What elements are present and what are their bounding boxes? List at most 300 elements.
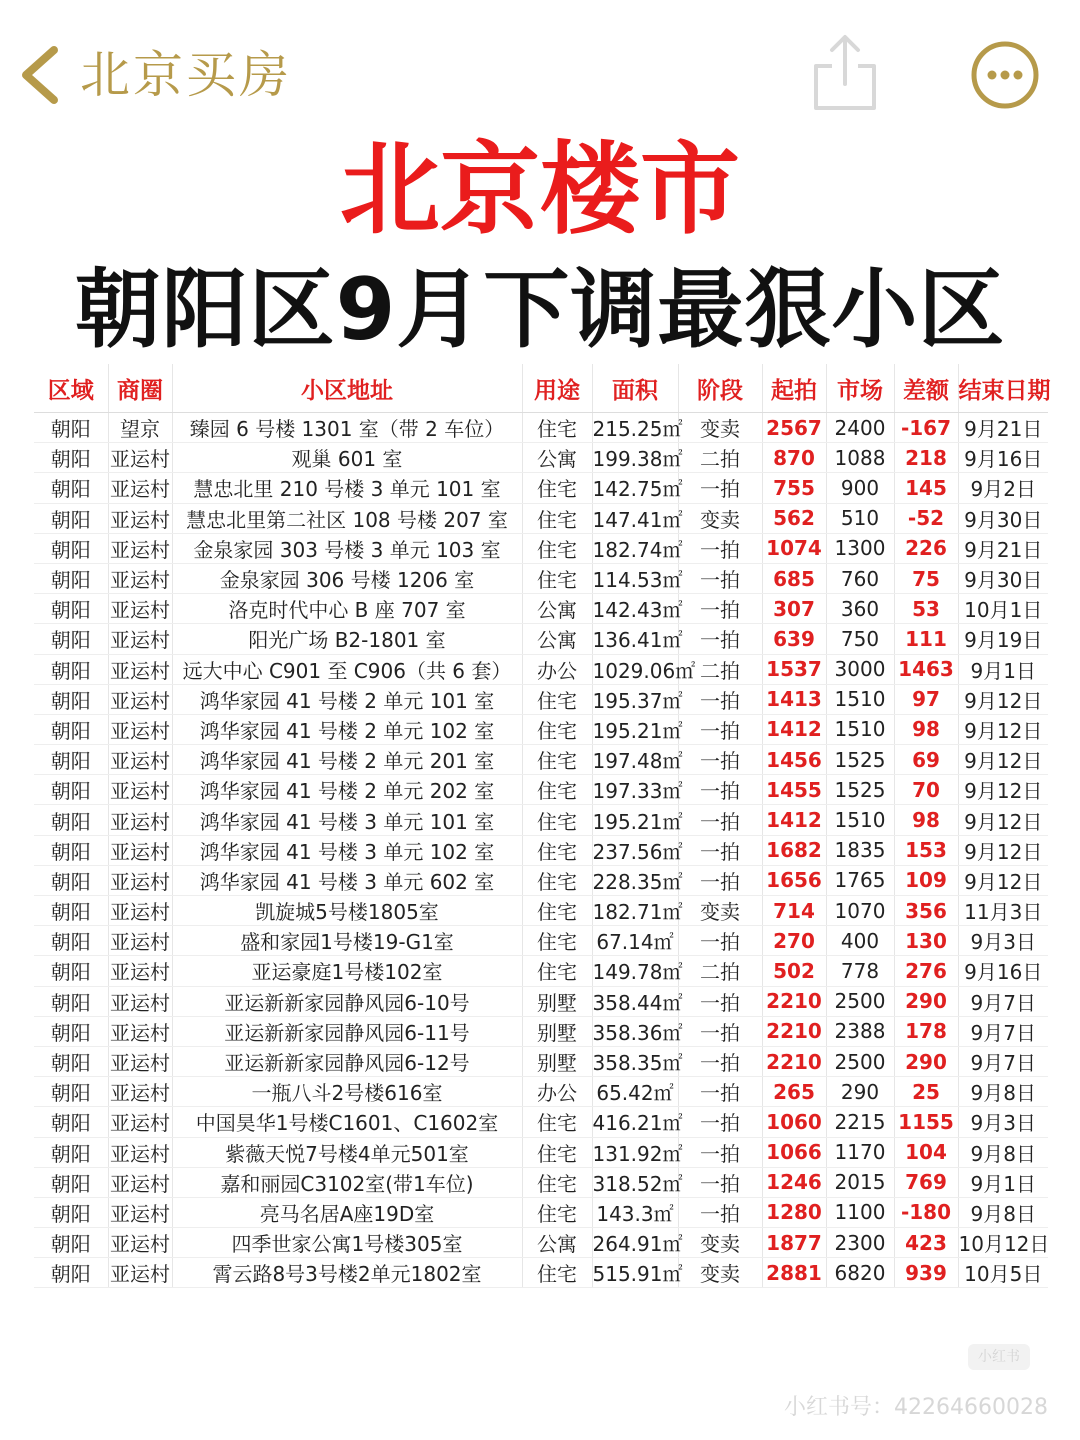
cell-usage: 办公: [522, 654, 592, 684]
cell-district: 亚运村: [108, 533, 172, 563]
cell-address: 鸿华家园 41 号楼 2 单元 101 室: [172, 684, 522, 714]
cell-end-date: 9月8日: [958, 1137, 1048, 1167]
cell-stage: 变卖: [678, 1258, 762, 1288]
cell-district: 亚运村: [108, 1228, 172, 1258]
cell-end-date: 11月3日: [958, 896, 1048, 926]
cell-difference: -52: [894, 503, 958, 533]
cell-market-price: 2300: [826, 1228, 894, 1258]
cell-region: 朝阳: [34, 1046, 108, 1076]
cell-district: 亚运村: [108, 624, 172, 654]
cell-start-price: 2210: [762, 986, 826, 1016]
cell-end-date: 9月12日: [958, 745, 1048, 775]
table-body: [34, 413, 1048, 1288]
cell-difference: 104: [894, 1137, 958, 1167]
cell-address: 观巢 601 室: [172, 443, 522, 473]
cell-area: 142.43㎡: [592, 594, 678, 624]
column-header-difference: 差额: [894, 364, 958, 413]
cell-region: 朝阳: [34, 714, 108, 744]
table-row: [34, 503, 1048, 533]
column-header-district: 商圈: [108, 364, 172, 413]
cell-end-date: 9月12日: [958, 775, 1048, 805]
cell-district: 亚运村: [108, 1137, 172, 1167]
cell-market-price: 750: [826, 624, 894, 654]
cell-district: 亚运村: [108, 1046, 172, 1076]
table-row: [34, 986, 1048, 1016]
cell-address: 阳光广场 B2-1801 室: [172, 624, 522, 654]
cell-district: 亚运村: [108, 1258, 172, 1288]
cell-region: 朝阳: [34, 654, 108, 684]
cell-start-price: 1877: [762, 1228, 826, 1258]
cell-stage: 一拍: [678, 1167, 762, 1197]
cell-stage: 变卖: [678, 896, 762, 926]
table-row: [34, 1046, 1048, 1076]
cell-area: 237.56㎡: [592, 835, 678, 865]
cell-difference: 290: [894, 986, 958, 1016]
cell-stage: 一拍: [678, 533, 762, 563]
cell-difference: 53: [894, 594, 958, 624]
cell-stage: 一拍: [678, 473, 762, 503]
table-row: [34, 1107, 1048, 1137]
nav-title: 北京买房: [80, 46, 292, 104]
chevron-left-icon: [14, 42, 74, 108]
cell-difference: 109: [894, 865, 958, 895]
cell-market-price: 2500: [826, 1046, 894, 1076]
cell-address: 亚运新新家园静风园6-10号: [172, 986, 522, 1016]
share-icon: [812, 32, 878, 112]
cell-difference: 70: [894, 775, 958, 805]
cell-usage: 住宅: [522, 805, 592, 835]
cell-stage: 一拍: [678, 1137, 762, 1167]
table-row: [34, 594, 1048, 624]
cell-end-date: 9月1日: [958, 1167, 1048, 1197]
cell-difference: 178: [894, 1016, 958, 1046]
cell-start-price: 265: [762, 1077, 826, 1107]
cell-start-price: 755: [762, 473, 826, 503]
cell-market-price: 2500: [826, 986, 894, 1016]
cell-area: 65.42㎡: [592, 1077, 678, 1107]
cell-area: 136.41㎡: [592, 624, 678, 654]
cell-area: 264.91㎡: [592, 1228, 678, 1258]
cell-end-date: 9月12日: [958, 835, 1048, 865]
cell-address: 亮马名居A座19D室: [172, 1197, 522, 1227]
cell-market-price: 1510: [826, 805, 894, 835]
table-row: [34, 1077, 1048, 1107]
table-row: [34, 533, 1048, 563]
cell-stage: 一拍: [678, 835, 762, 865]
cell-difference: 153: [894, 835, 958, 865]
cell-region: 朝阳: [34, 503, 108, 533]
more-button[interactable]: [970, 40, 1040, 110]
cell-market-price: 778: [826, 956, 894, 986]
cell-region: 朝阳: [34, 594, 108, 624]
cell-market-price: 1835: [826, 835, 894, 865]
cell-usage: 住宅: [522, 775, 592, 805]
cell-end-date: 9月16日: [958, 443, 1048, 473]
cell-stage: 变卖: [678, 503, 762, 533]
cell-end-date: 9月30日: [958, 503, 1048, 533]
cell-district: 亚运村: [108, 473, 172, 503]
cell-start-price: 562: [762, 503, 826, 533]
cell-market-price: 400: [826, 926, 894, 956]
cell-district: 亚运村: [108, 805, 172, 835]
column-header-region: 区域: [34, 364, 108, 413]
cell-region: 朝阳: [34, 473, 108, 503]
cell-stage: 变卖: [678, 413, 762, 443]
cell-region: 朝阳: [34, 805, 108, 835]
cell-district: 望京: [108, 413, 172, 443]
cell-address: 鸿华家园 41 号楼 3 单元 101 室: [172, 805, 522, 835]
cell-address: 四季世家公寓1号楼305室: [172, 1228, 522, 1258]
cell-address: 亚运豪庭1号楼102室: [172, 956, 522, 986]
cell-stage: 一拍: [678, 1077, 762, 1107]
cell-area: 147.41㎡: [592, 503, 678, 533]
cell-end-date: 9月3日: [958, 1107, 1048, 1137]
cell-start-price: 639: [762, 624, 826, 654]
cell-district: 亚运村: [108, 503, 172, 533]
cell-usage: 住宅: [522, 865, 592, 895]
cell-end-date: 9月30日: [958, 563, 1048, 593]
back-button[interactable]: [14, 42, 74, 108]
cell-area: 358.35㎡: [592, 1046, 678, 1076]
cell-address: 洛克时代中心 B 座 707 室: [172, 594, 522, 624]
cell-region: 朝阳: [34, 443, 108, 473]
cell-market-price: 6820: [826, 1258, 894, 1288]
cell-area: 143.3㎡: [592, 1197, 678, 1227]
cell-market-price: 1070: [826, 896, 894, 926]
cell-district: 亚运村: [108, 443, 172, 473]
cell-stage: 一拍: [678, 1107, 762, 1137]
cell-area: 358.36㎡: [592, 1016, 678, 1046]
cell-market-price: 3000: [826, 654, 894, 684]
cell-start-price: 1656: [762, 865, 826, 895]
cell-area: 199.38㎡: [592, 443, 678, 473]
cell-district: 亚运村: [108, 896, 172, 926]
cell-usage: 住宅: [522, 714, 592, 744]
cell-usage: 住宅: [522, 835, 592, 865]
cell-district: 亚运村: [108, 835, 172, 865]
table-header: [34, 364, 1051, 413]
table-row: [34, 896, 1048, 926]
cell-market-price: 1765: [826, 865, 894, 895]
cell-start-price: 1412: [762, 714, 826, 744]
cell-district: 亚运村: [108, 956, 172, 986]
cell-difference: 75: [894, 563, 958, 593]
cell-stage: 一拍: [678, 865, 762, 895]
cell-end-date: 9月3日: [958, 926, 1048, 956]
cell-difference: 356: [894, 896, 958, 926]
cell-address: 中国昊华1号楼C1601、C1602室: [172, 1107, 522, 1137]
cell-end-date: 9月12日: [958, 805, 1048, 835]
cell-address: 鸿华家园 41 号楼 3 单元 102 室: [172, 835, 522, 865]
cell-area: 182.71㎡: [592, 896, 678, 926]
cell-district: 亚运村: [108, 1167, 172, 1197]
cell-address: 远大中心 C901 至 C906（共 6 套）: [172, 654, 522, 684]
cell-start-price: 870: [762, 443, 826, 473]
cell-region: 朝阳: [34, 865, 108, 895]
cell-address: 慧忠北里第二社区 108 号楼 207 室: [172, 503, 522, 533]
cell-area: 182.74㎡: [592, 533, 678, 563]
cell-address: 鸿华家园 41 号楼 2 单元 102 室: [172, 714, 522, 744]
cell-address: 鸿华家园 41 号楼 3 单元 602 室: [172, 865, 522, 895]
cell-usage: 住宅: [522, 413, 592, 443]
cell-stage: 一拍: [678, 1197, 762, 1227]
cell-end-date: 9月16日: [958, 956, 1048, 986]
cell-region: 朝阳: [34, 745, 108, 775]
cell-difference: 98: [894, 714, 958, 744]
cell-usage: 住宅: [522, 926, 592, 956]
cell-market-price: 1525: [826, 775, 894, 805]
cell-district: 亚运村: [108, 986, 172, 1016]
cell-difference: 218: [894, 443, 958, 473]
column-header-address: 小区地址: [172, 364, 522, 413]
table-row: [34, 745, 1048, 775]
cell-area: 195.21㎡: [592, 805, 678, 835]
table-row: [34, 865, 1048, 895]
column-header-area: 面积: [592, 364, 678, 413]
cell-stage: 一拍: [678, 624, 762, 654]
cell-stage: 一拍: [678, 926, 762, 956]
cell-area: 114.53㎡: [592, 563, 678, 593]
more-icon: [970, 40, 1040, 110]
cell-start-price: 1456: [762, 745, 826, 775]
cell-usage: 住宅: [522, 1258, 592, 1288]
table-row: [34, 926, 1048, 956]
table-row: [34, 775, 1048, 805]
cell-area: 67.14㎡: [592, 926, 678, 956]
cell-stage: 变卖: [678, 1228, 762, 1258]
cell-difference: -167: [894, 413, 958, 443]
cell-end-date: 9月19日: [958, 624, 1048, 654]
cell-start-price: 502: [762, 956, 826, 986]
cell-region: 朝阳: [34, 533, 108, 563]
cell-end-date: 9月12日: [958, 714, 1048, 744]
cell-district: 亚运村: [108, 745, 172, 775]
cell-district: 亚运村: [108, 563, 172, 593]
column-header-stage: 阶段: [678, 364, 762, 413]
cell-address: 臻园 6 号楼 1301 室（带 2 车位）: [172, 413, 522, 443]
cell-start-price: 1280: [762, 1197, 826, 1227]
cell-usage: 住宅: [522, 1137, 592, 1167]
cell-area: 318.52㎡: [592, 1167, 678, 1197]
cell-start-price: 307: [762, 594, 826, 624]
cell-area: 197.33㎡: [592, 775, 678, 805]
table-row: [34, 714, 1048, 744]
cell-start-price: 2567: [762, 413, 826, 443]
cell-region: 朝阳: [34, 413, 108, 443]
cell-start-price: 1455: [762, 775, 826, 805]
table-row: [34, 624, 1048, 654]
cell-end-date: 10月5日: [958, 1258, 1048, 1288]
cell-stage: 一拍: [678, 1046, 762, 1076]
cell-region: 朝阳: [34, 1137, 108, 1167]
table-row: [34, 1167, 1048, 1197]
cell-region: 朝阳: [34, 1016, 108, 1046]
post-title-line2: 朝阳区9月下调最狠小区: [74, 260, 1006, 360]
cell-area: 195.21㎡: [592, 714, 678, 744]
cell-region: 朝阳: [34, 896, 108, 926]
table-row: [34, 805, 1048, 835]
cell-region: 朝阳: [34, 835, 108, 865]
cell-usage: 住宅: [522, 1197, 592, 1227]
table-row: [34, 1228, 1048, 1258]
cell-region: 朝阳: [34, 1167, 108, 1197]
cell-stage: 一拍: [678, 684, 762, 714]
cell-difference: 25: [894, 1077, 958, 1107]
cell-difference: 226: [894, 533, 958, 563]
cell-stage: 一拍: [678, 805, 762, 835]
cell-end-date: 9月21日: [958, 413, 1048, 443]
cell-usage: 别墅: [522, 1016, 592, 1046]
cell-region: 朝阳: [34, 775, 108, 805]
cell-start-price: 1246: [762, 1167, 826, 1197]
cell-difference: 111: [894, 624, 958, 654]
cell-usage: 住宅: [522, 1107, 592, 1137]
cell-area: 195.37㎡: [592, 684, 678, 714]
cell-end-date: 9月12日: [958, 865, 1048, 895]
cell-start-price: 270: [762, 926, 826, 956]
cell-address: 一瓶八斗2号楼616室: [172, 1077, 522, 1107]
cell-address: 霄云路8号3号楼2单元1802室: [172, 1258, 522, 1288]
cell-area: 515.91㎡: [592, 1258, 678, 1288]
cell-district: 亚运村: [108, 654, 172, 684]
cell-end-date: 9月1日: [958, 654, 1048, 684]
cell-market-price: 760: [826, 563, 894, 593]
cell-difference: 939: [894, 1258, 958, 1288]
table-row: [34, 1197, 1048, 1227]
cell-address: 亚运新新家园静风园6-11号: [172, 1016, 522, 1046]
cell-area: 142.75㎡: [592, 473, 678, 503]
watermark-id: 小红书号：42264660028: [784, 1395, 1048, 1420]
cell-usage: 住宅: [522, 473, 592, 503]
cell-difference: 97: [894, 684, 958, 714]
cell-usage: 住宅: [522, 563, 592, 593]
table-row: [34, 563, 1048, 593]
cell-usage: 住宅: [522, 896, 592, 926]
cell-market-price: 2215: [826, 1107, 894, 1137]
cell-start-price: 1074: [762, 533, 826, 563]
cell-district: 亚运村: [108, 714, 172, 744]
cell-district: 亚运村: [108, 684, 172, 714]
cell-area: 131.92㎡: [592, 1137, 678, 1167]
cell-address: 嘉和丽园C3102室(带1车位): [172, 1167, 522, 1197]
cell-usage: 别墅: [522, 1046, 592, 1076]
cell-district: 亚运村: [108, 926, 172, 956]
cell-start-price: 1413: [762, 684, 826, 714]
table-row: [34, 443, 1048, 473]
cell-stage: 一拍: [678, 594, 762, 624]
cell-end-date: 9月7日: [958, 1016, 1048, 1046]
cell-region: 朝阳: [34, 1228, 108, 1258]
cell-start-price: 2881: [762, 1258, 826, 1288]
watermark-badge: 小红书: [968, 1344, 1030, 1370]
cell-stage: 一拍: [678, 1016, 762, 1046]
cell-usage: 公寓: [522, 443, 592, 473]
cell-end-date: 9月8日: [958, 1197, 1048, 1227]
cell-end-date: 9月7日: [958, 986, 1048, 1016]
cell-address: 金泉家园 303 号楼 3 单元 103 室: [172, 533, 522, 563]
cell-stage: 一拍: [678, 986, 762, 1016]
cell-address: 慧忠北里 210 号楼 3 单元 101 室: [172, 473, 522, 503]
table-row: [34, 1016, 1048, 1046]
cell-area: 149.78㎡: [592, 956, 678, 986]
cell-end-date: 9月2日: [958, 473, 1048, 503]
cell-region: 朝阳: [34, 1077, 108, 1107]
cell-start-price: 1060: [762, 1107, 826, 1137]
cell-address: 亚运新新家园静风园6-12号: [172, 1046, 522, 1076]
cell-address: 盛和家园1号楼19-G1室: [172, 926, 522, 956]
cell-address: 金泉家园 306 号楼 1206 室: [172, 563, 522, 593]
cell-usage: 住宅: [522, 1167, 592, 1197]
cell-start-price: 1412: [762, 805, 826, 835]
cell-address: 凯旋城5号楼1805室: [172, 896, 522, 926]
cell-region: 朝阳: [34, 926, 108, 956]
cell-market-price: 1100: [826, 1197, 894, 1227]
cell-usage: 别墅: [522, 986, 592, 1016]
cell-market-price: 1300: [826, 533, 894, 563]
cell-start-price: 685: [762, 563, 826, 593]
column-header-market-price: 市场: [826, 364, 894, 413]
share-button[interactable]: [812, 32, 878, 112]
cell-market-price: 900: [826, 473, 894, 503]
cell-market-price: 1510: [826, 684, 894, 714]
cell-stage: 二拍: [678, 654, 762, 684]
cell-region: 朝阳: [34, 1258, 108, 1288]
cell-usage: 住宅: [522, 533, 592, 563]
cell-region: 朝阳: [34, 956, 108, 986]
cell-stage: 一拍: [678, 563, 762, 593]
cell-area: 197.48㎡: [592, 745, 678, 775]
cell-difference: 290: [894, 1046, 958, 1076]
table-row: [34, 654, 1048, 684]
cell-difference: 130: [894, 926, 958, 956]
cell-stage: 二拍: [678, 956, 762, 986]
cell-usage: 住宅: [522, 503, 592, 533]
cell-difference: 145: [894, 473, 958, 503]
cell-start-price: 2210: [762, 1016, 826, 1046]
cell-market-price: 510: [826, 503, 894, 533]
cell-start-price: 1682: [762, 835, 826, 865]
cell-region: 朝阳: [34, 1197, 108, 1227]
cell-market-price: 1088: [826, 443, 894, 473]
table-row: [34, 1137, 1048, 1167]
cell-address: 紫薇天悦7号楼4单元501室: [172, 1137, 522, 1167]
cell-start-price: 1066: [762, 1137, 826, 1167]
cell-usage: 办公: [522, 1077, 592, 1107]
cell-area: 228.35㎡: [592, 865, 678, 895]
column-header-end-date: 结束日期: [958, 364, 1048, 413]
cell-market-price: 2015: [826, 1167, 894, 1197]
cell-difference: 1463: [894, 654, 958, 684]
table-row: [34, 473, 1048, 503]
cell-usage: 住宅: [522, 745, 592, 775]
column-header-usage: 用途: [522, 364, 592, 413]
cell-stage: 一拍: [678, 714, 762, 744]
cell-region: 朝阳: [34, 986, 108, 1016]
cell-usage: 公寓: [522, 1228, 592, 1258]
cell-stage: 一拍: [678, 745, 762, 775]
post-title-line1: 北京楼市: [340, 131, 740, 248]
cell-market-price: 1525: [826, 745, 894, 775]
cell-area: 215.25㎡: [592, 413, 678, 443]
column-header-start-price: 起拍: [762, 364, 826, 413]
top-bar: [0, 0, 1080, 150]
cell-area: 358.44㎡: [592, 986, 678, 1016]
cell-usage: 住宅: [522, 684, 592, 714]
auction-table: [34, 364, 1051, 1288]
cell-market-price: 290: [826, 1077, 894, 1107]
cell-difference: 98: [894, 805, 958, 835]
cell-start-price: 714: [762, 896, 826, 926]
